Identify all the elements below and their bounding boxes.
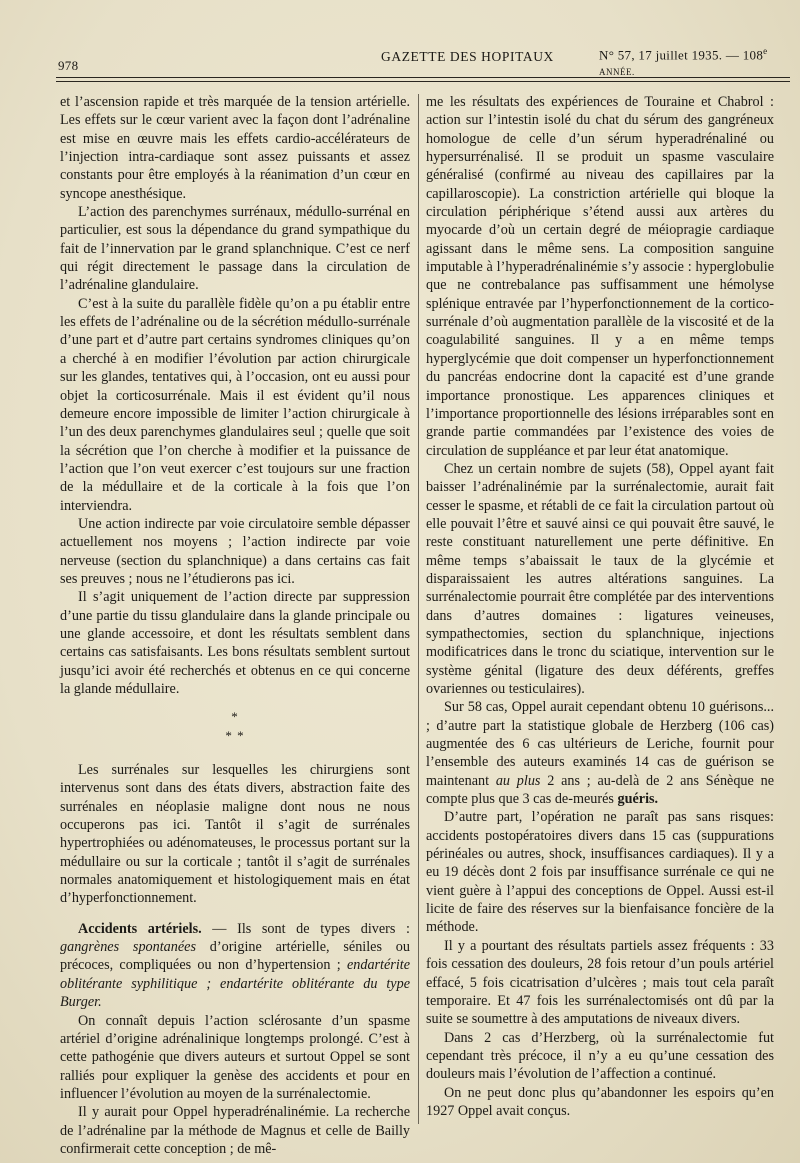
section-heading: Accidents artériels. <box>78 920 202 937</box>
text-run: — Ils sont de types divers : <box>201 920 410 937</box>
paragraph: me les résultats des expériences de Touraine et Chabrol : action sur l’intestin isolé du chat du sérum des gangréneux homologue de celle d’un sérum hyperadrénaliné ou hypersurrénalisé. Il se produit un spasme vasculaire généralisé (confirmé au niveau des capillaires par la capillaroscopie). La constriction artérielle qui bloque la circulation périphérique s’étend aussi aux artères du myocarde d’où un certain degré de méiopragie cardiaque agissant dans le même sens. La composition sanguine imputable à l’hyperadrénalinémie s’y associe : hyperglobulie que ne contrebalance pas suffisamment une hémolyse splénique entravée par l’hyperfonctionnement de la cortico-surrénale d’où augmentation parallèle de la viscosité et de la coagulabilité sanguines. Il y a en même temps hyperglycémie que doit compenser un hyperfonctionnement du pancréas endocrine dont la capacité est d’une grande importance pronostique. Les apparences cliniques et l’importance proportionnelle des lésions irréparables sont en grande partie commandées par l’existence des voies de circulation de suppléance et par leur état anatomique. <box>426 94 774 459</box>
paragraph: L’action des parenchymes surrénaux, médullo-surrénal en particulier, est sous la dépendance du grand sympathique du fait de l’innervation par le grand splanchnique. C’est ce nerf qui régit directement le passage dans la circulation de l’adrénaline glandulaire. <box>60 204 410 294</box>
paragraph: Il y aurait pour Oppel hyperadrénalinémie. La recherche de l’adrénaline par la méthode de Magnus et celle de Bailly confirmerait cette conception ; de mê- <box>60 1104 410 1157</box>
paragraph: Chez un certain nombre de sujets (58), Oppel ayant fait baisser l’adrénalinémie par la surrénalectomie, aurait fait cesser le spasme, et rétabli de ce fait la circulation partout où elle pouvait l’être et sauvé ainsi ce qui pouvait être sauvé, le reste constituant naturellement une perte définitive. En même temps s’abaissait le taux de la glycémie et disparaissaient les autres altérations sanguines. La surrénalectomie pourrait être complétée par des interventions dans d’autres domaines : ligatures veineuses, sympathectomies, section du splanchnique, injections modificatrices dans le tronc du sciatique, intervention sur le système génital (ligature des deux déférents, greffes ovariennes ou testiculaires). <box>426 460 774 697</box>
italic-run: au plus <box>495 772 541 789</box>
paragraph: Dans 2 cas d’Herzberg, où la surrénalectomie fut cependant très précoce, il n’y a eu qu’une cessation des douleurs mais l’évolution de l’affection a continué. <box>426 1029 774 1083</box>
paragraph: D’autre part, l’opération ne paraît pas sans risques: accidents postopératoires divers dans 15 cas (suppurations périnéales ou autres, shock, insuffisances cardiaques). Il y a eu 19 décès dont 2 fois par insuffisance surrénale ce qui ne vient guère à l’appui des conceptions de Oppel. Aussi est-il licite de faire des réserves sur la bienfaisance foncière de la méthode. <box>426 809 774 936</box>
page-header <box>56 46 776 78</box>
right-column <box>426 93 774 1120</box>
paragraph: On connaît depuis l’action sclérosante d’un spasme artériel d’origine adrénalinique longtemps prolongé. C’est à cette pathogénie que divers auteurs et surtout Oppel se sont ralliés pour expliquer la genèse des accidents et pour en influencer l’évolution au moyen de la surrénalectomie. <box>60 1012 410 1102</box>
paragraph-statistics <box>426 698 774 808</box>
bold-run: guéris. <box>617 791 659 808</box>
page-number: 978 <box>58 58 79 73</box>
paragraph: Il y a pourtant des résultats partiels assez fréquents : 33 fois cessation des douleurs, 28 fois retour d’un pouls artériel effacé, 5 fois cicatrisation d’ulcères ; mais tout cela paraît temporaire. Et 47 fois les surrénalectomisés ont dû par la suite se soumettre à des amputations de niveaux divers. <box>426 937 774 1028</box>
left-column <box>60 93 410 1158</box>
paragraph: On ne peut donc plus qu’abandonner les espoirs qu’en 1927 Oppel avait conçus. <box>426 1084 774 1119</box>
text-run: Sur 58 cas, Oppel aurait cependant obtenu 10 guérisons... ; d’autre part la statistique globale de Herzberg (106 cas) augmentée des 6 cas ultérieurs de Leriche, fournit pour l’ensemble des auteurs examinés 14 cas de guérison se maintenant <box>426 699 774 789</box>
header-rule-thin <box>56 81 790 82</box>
text-run: 2 ans ; au-delà de 2 ans Sénèque ne compte plus que 3 cas de-meurés <box>426 772 774 808</box>
issue-ordinal: e <box>763 46 768 56</box>
section-asterism: * * * <box>225 709 245 743</box>
paragraph: Il s’agit uniquement de l’action directe par suppression d’une partie du tissu glandulaire dans la glande principale ou une glande accessoire, et dont les résultats semblent dans certains cas satisfaisants. Les bons résultats semblent surtout jusqu’ici avoir été recherchés et obtenus en ce qui concerne la glande médullaire. <box>60 589 410 697</box>
paragraph: Une action indirecte par voie circulatoire semble dépasser actuellement nos moyens ; l’action indirecte par voie nerveuse (section du splanchnique) a dans certains cas fait ses preuves ; nous ne l’étudierons pas ici. <box>60 515 410 587</box>
header-rule-thick <box>56 77 790 78</box>
issue-info <box>599 46 776 79</box>
issue-suffix: ANNÉE. <box>599 67 635 78</box>
journal-title: GAZETTE DES HOPITAUX <box>381 49 554 64</box>
paragraph: Les surrénales sur lesquelles les chirurgiens sont intervenus sont dans des états divers, abstraction faite des surrénales en néoplasie maligne dont nous ne nous occuperons pas ici. Tantôt il s’agit de surrénales hypertrophiées ou adénomateuses, le processus portant sur la médullaire ou sur la corticale ; tantôt il s’agit de surrénales normales anatomiquement et histologiquement mais en état d’hyperfonctionnement. <box>60 762 410 907</box>
italic-run: gangrènes spontanées <box>60 939 196 956</box>
paragraph-accidents-arteriels <box>60 920 410 1012</box>
text-run: d’origine artérielle, séniles ou précoces, compliquées ou non d’hypertension ; <box>60 939 410 974</box>
paragraph: C’est à la suite du parallèle fidèle qu’on a pu établir entre les effets de l’adrénaline ou de la sécrétion médullo-surrénale d’une part et d’autre part certains syndromes cliniques qu’on a cherché à en modifier l’évolution par action chirurgicale sur les glandes, tentatives qui, à l’occasion, ont eu aussi pour objet la corticosurrénale. Mais il est évident qu’il nous demeure encore impossible de limiter l’action chirurgicale à l’un des deux parenchymes glandulaires seul ; quelle que soit la sécrétion que l’on cherche à modifier et la puissance de l’action que l’on veut exercer c’est toujours sur une fraction de la médullaire et de la corticale à la fois que l’on interviendra. <box>60 295 410 514</box>
italic-run: endartérite oblitérante syphilitique ; endartérite oblitérante du type Burger. <box>60 957 410 1011</box>
column-divider <box>418 94 419 1124</box>
paragraph: et l’ascension rapide et très marquée de la tension artérielle. Les effets sur le cœur varient avec la façon dont l’adrénaline est mise en œuvre mais les effets cardio-accélérateurs de l’injection intra-cardiaque sont assez puissants et assez constants pour être employés à la réanimation d’un cœur en syncope anesthésique. <box>60 94 410 202</box>
issue-date: N° 57, 17 juillet 1935. — 108 <box>599 47 764 63</box>
